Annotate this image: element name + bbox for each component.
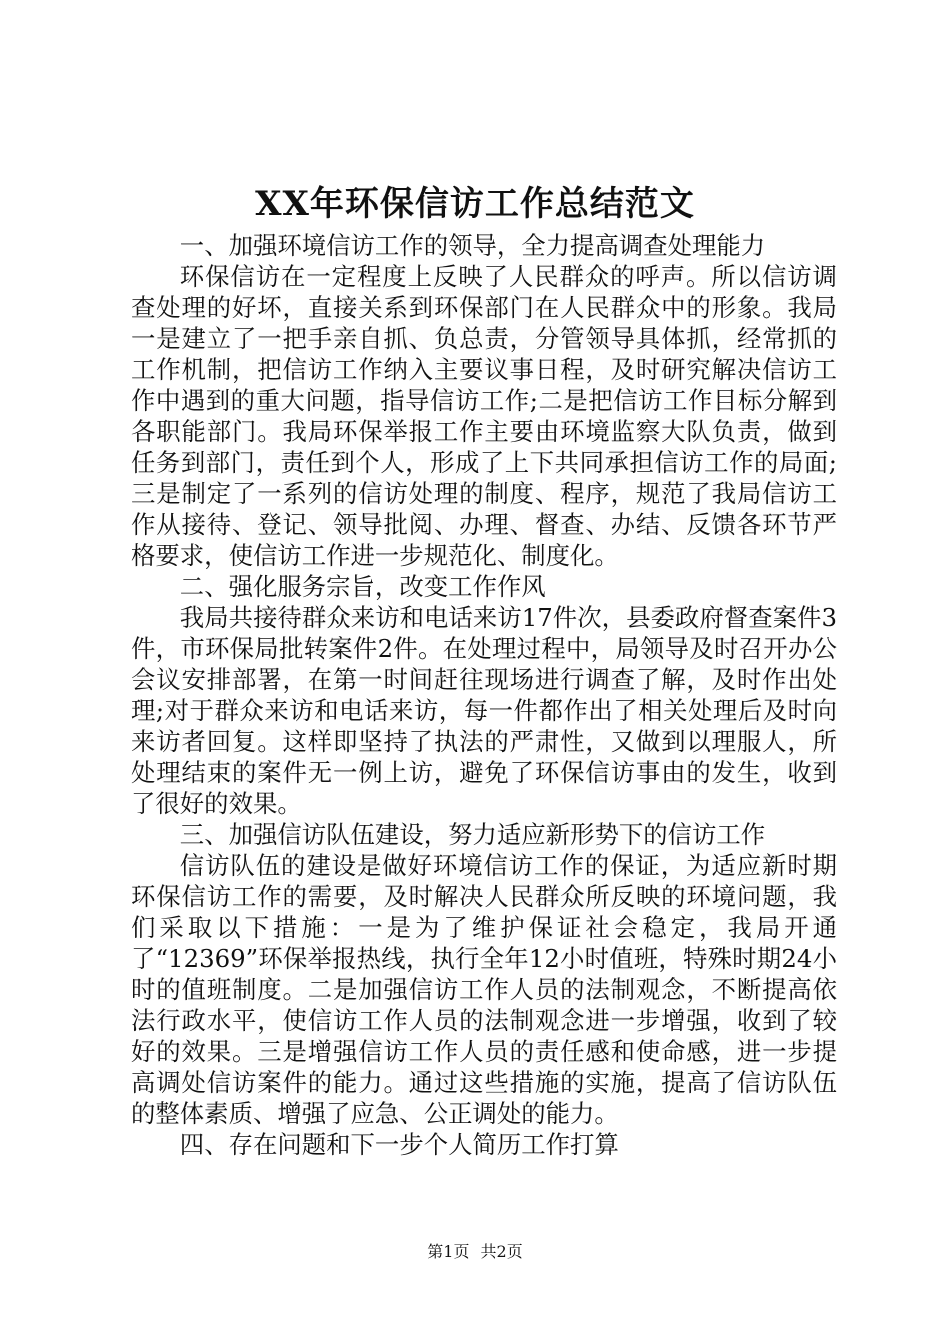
body-paragraph-1: 环保信访在一定程度上反映了人民群众的呼声。所以信访调查处理的好坏，直接关系到环保部门在人民群众中的形象。我局一是建立了一把手亲自抓、负总责，分管领导具体抓，经常抓的工作机制，把信访工作纳入主要议事日程，及时研究解决信访工作中遇到的重大问题，指导信访工作;二是把信访工作目标分解到各职能部门。我局环保举报工作主要由环境监察大队负责，做到任务到部门，责任到个人，形成了上下共同承担信访工作的局面;三是制定了一系列的信访处理的制度、程序，规范了我局信访工作从接待、登记、领导批阅、办理、督查、办结、反馈各环节严格要求，使信访工作进一步规范化、制度化。: [131, 262, 837, 570]
page-footer: [0, 1240, 950, 1264]
section-heading-3: 三、加强信访队伍建设，努力适应新形势下的信访工作: [179, 820, 766, 849]
page-number: 第1页: [427, 1242, 470, 1261]
section-heading-1: 一、加强环境信访工作的领导，全力提高调查处理能力: [179, 231, 766, 260]
body-paragraph-2: 我局共接待群众来访和电话来访17件次，县委政府督查案件3件，市环保局批转案件2件。在处理过程中，局领导及时召开办公会议安排部署，在第一时间赶往现场进行调查了解，及时作出处理;对于群众来访和电话来访，每一件都作出了相关处理后及时向来访者回复。这样即坚持了执法的严肃性，又做到以理服人，所处理结束的案件无一例上访，避免了环保信访事由的发生，收到了很好的效果。: [131, 603, 837, 818]
section-heading-2: 二、强化服务宗旨，改变工作作风: [179, 572, 546, 601]
section-heading-4: 四、存在问题和下一步个人简历工作打算: [179, 1130, 619, 1159]
body-paragraph-3: 信访队伍的建设是做好环境信访工作的保证，为适应新时期环保信访工作的需要，及时解决人民群众所反映的环境问题，我们采取以下措施：一是为了维护保证社会稳定，我局开通了“12369”环保举报热线，执行全年12小时值班，特殊时期24小时的值班制度。二是加强信访工作人员的法制观念，不断提高依法行政水平，使信访工作人员的法制观念进一步增强，收到了较好的效果。三是增强信访工作人员的责任感和使命感，进一步提高调处信访案件的能力。通过这些措施的实施，提高了信访队伍的整体素质、增强了应急、公正调处的能力。: [131, 851, 837, 1128]
document-title: XX年环保信访工作总结范文: [255, 184, 695, 224]
document-body: [131, 230, 837, 1160]
page-total: 共2页: [480, 1242, 523, 1261]
